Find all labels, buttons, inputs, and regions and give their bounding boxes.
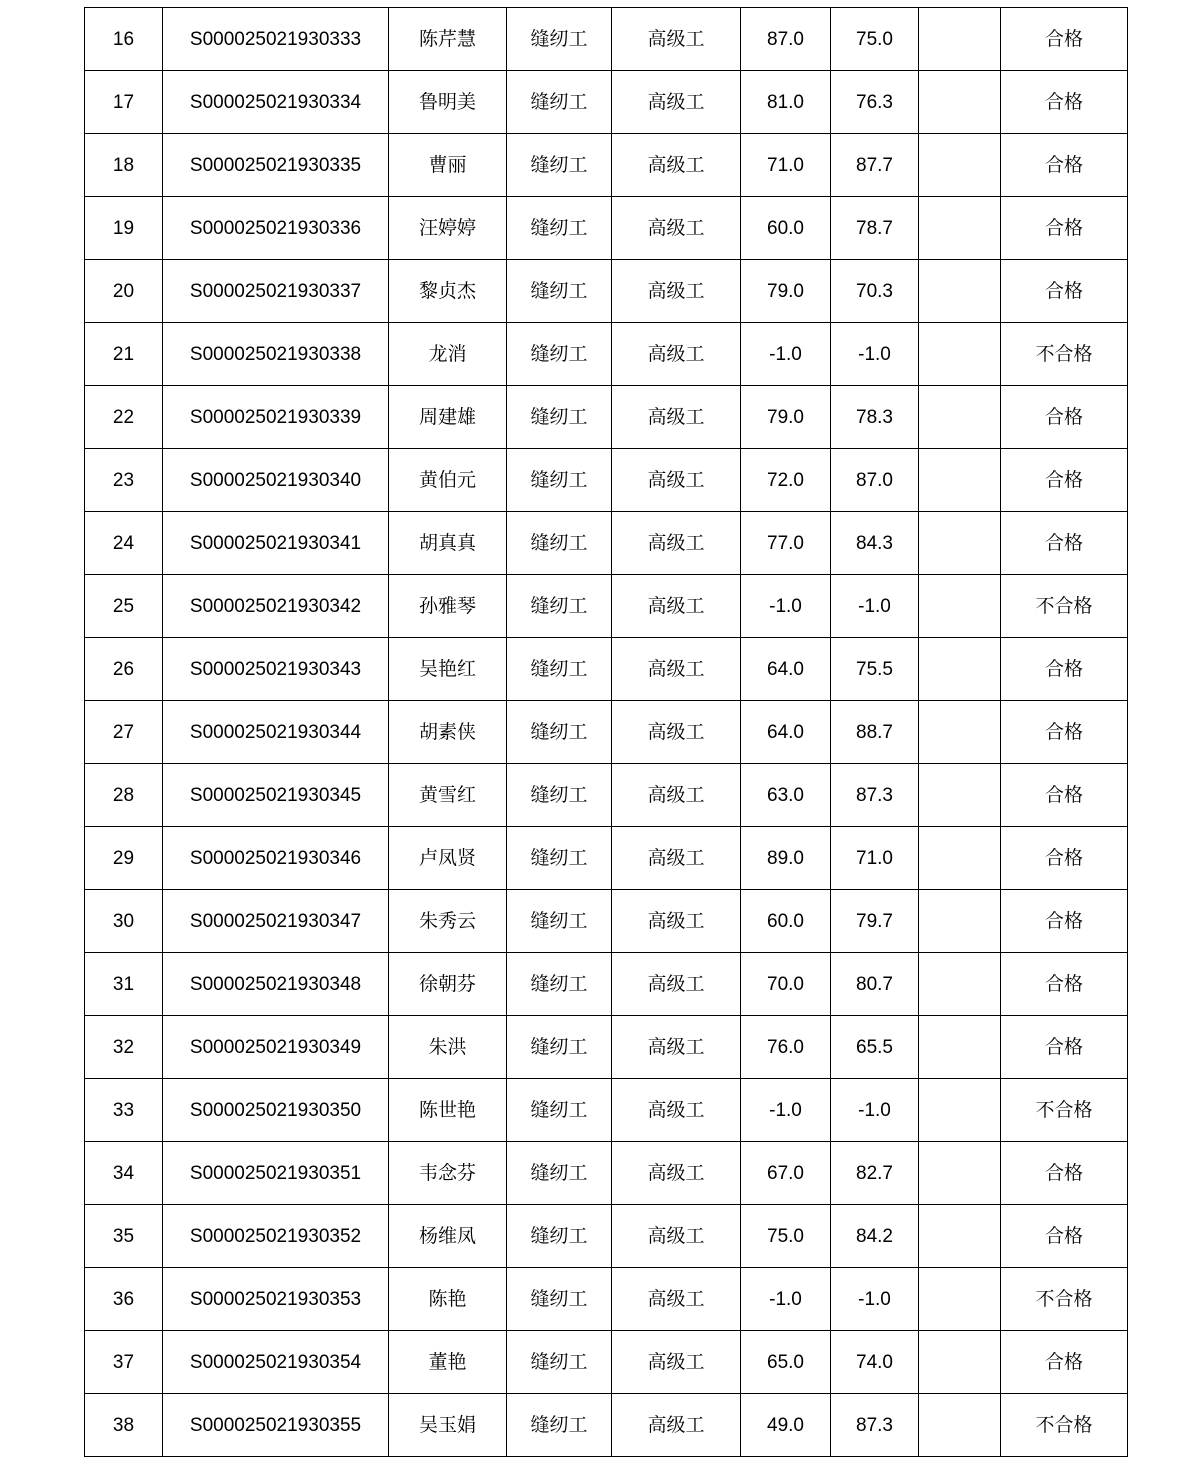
blank-score-cell <box>919 323 1001 386</box>
trade-cell: 缝纫工 <box>507 1331 612 1394</box>
result-cell: 合格 <box>1001 71 1128 134</box>
row-number-cell: 22 <box>85 386 163 449</box>
candidate-name-cell: 曹丽 <box>389 134 507 197</box>
practical-score-cell: 65.5 <box>831 1016 919 1079</box>
candidate-name-cell: 董艳 <box>389 1331 507 1394</box>
table-row <box>85 1205 1128 1268</box>
practical-score-cell: 87.0 <box>831 449 919 512</box>
trade-cell: 缝纫工 <box>507 386 612 449</box>
candidate-id-cell: S000025021930348 <box>163 953 389 1016</box>
result-cell: 合格 <box>1001 134 1128 197</box>
candidate-id-cell: S000025021930344 <box>163 701 389 764</box>
table-row <box>85 197 1128 260</box>
level-cell: 高级工 <box>612 764 741 827</box>
results-table <box>84 7 1128 1457</box>
theory-score-cell: -1.0 <box>741 1079 831 1142</box>
trade-cell: 缝纫工 <box>507 260 612 323</box>
blank-score-cell <box>919 449 1001 512</box>
candidate-name-cell: 卢凤贤 <box>389 827 507 890</box>
blank-score-cell <box>919 1016 1001 1079</box>
candidate-name-cell: 龙消 <box>389 323 507 386</box>
result-cell: 合格 <box>1001 197 1128 260</box>
practical-score-cell: 80.7 <box>831 953 919 1016</box>
blank-score-cell <box>919 701 1001 764</box>
candidate-name-cell: 胡素侠 <box>389 701 507 764</box>
trade-cell: 缝纫工 <box>507 512 612 575</box>
row-number-cell: 37 <box>85 1331 163 1394</box>
candidate-id-cell: S000025021930349 <box>163 1016 389 1079</box>
result-cell: 合格 <box>1001 1142 1128 1205</box>
row-number-cell: 27 <box>85 701 163 764</box>
trade-cell: 缝纫工 <box>507 890 612 953</box>
result-cell: 合格 <box>1001 8 1128 71</box>
table-row <box>85 1331 1128 1394</box>
level-cell: 高级工 <box>612 638 741 701</box>
candidate-name-cell: 吴艳红 <box>389 638 507 701</box>
trade-cell: 缝纫工 <box>507 575 612 638</box>
result-cell: 合格 <box>1001 512 1128 575</box>
result-cell: 合格 <box>1001 260 1128 323</box>
theory-score-cell: -1.0 <box>741 575 831 638</box>
result-cell: 合格 <box>1001 1331 1128 1394</box>
blank-score-cell <box>919 953 1001 1016</box>
blank-score-cell <box>919 575 1001 638</box>
practical-score-cell: -1.0 <box>831 1268 919 1331</box>
practical-score-cell: 82.7 <box>831 1142 919 1205</box>
theory-score-cell: -1.0 <box>741 323 831 386</box>
practical-score-cell: 70.3 <box>831 260 919 323</box>
theory-score-cell: 60.0 <box>741 197 831 260</box>
level-cell: 高级工 <box>612 197 741 260</box>
level-cell: 高级工 <box>612 386 741 449</box>
row-number-cell: 20 <box>85 260 163 323</box>
level-cell: 高级工 <box>612 71 741 134</box>
trade-cell: 缝纫工 <box>507 323 612 386</box>
theory-score-cell: 71.0 <box>741 134 831 197</box>
trade-cell: 缝纫工 <box>507 701 612 764</box>
result-cell: 合格 <box>1001 890 1128 953</box>
practical-score-cell: 76.3 <box>831 71 919 134</box>
table-row <box>85 638 1128 701</box>
blank-score-cell <box>919 8 1001 71</box>
table-row <box>85 764 1128 827</box>
practical-score-cell: -1.0 <box>831 1079 919 1142</box>
row-number-cell: 16 <box>85 8 163 71</box>
row-number-cell: 26 <box>85 638 163 701</box>
candidate-name-cell: 陈芹慧 <box>389 8 507 71</box>
candidate-id-cell: S000025021930343 <box>163 638 389 701</box>
practical-score-cell: 78.3 <box>831 386 919 449</box>
blank-score-cell <box>919 260 1001 323</box>
table-row <box>85 449 1128 512</box>
trade-cell: 缝纫工 <box>507 1142 612 1205</box>
level-cell: 高级工 <box>612 1394 741 1457</box>
result-cell: 合格 <box>1001 386 1128 449</box>
blank-score-cell <box>919 512 1001 575</box>
blank-score-cell <box>919 827 1001 890</box>
blank-score-cell <box>919 197 1001 260</box>
practical-score-cell: 87.3 <box>831 1394 919 1457</box>
practical-score-cell: -1.0 <box>831 575 919 638</box>
theory-score-cell: 81.0 <box>741 71 831 134</box>
row-number-cell: 28 <box>85 764 163 827</box>
practical-score-cell: 87.3 <box>831 764 919 827</box>
level-cell: 高级工 <box>612 1142 741 1205</box>
table-row <box>85 512 1128 575</box>
trade-cell: 缝纫工 <box>507 1079 612 1142</box>
table-row <box>85 1016 1128 1079</box>
level-cell: 高级工 <box>612 134 741 197</box>
theory-score-cell: 87.0 <box>741 8 831 71</box>
candidate-id-cell: S000025021930346 <box>163 827 389 890</box>
theory-score-cell: 75.0 <box>741 1205 831 1268</box>
candidate-id-cell: S000025021930353 <box>163 1268 389 1331</box>
row-number-cell: 17 <box>85 71 163 134</box>
result-cell: 不合格 <box>1001 1394 1128 1457</box>
candidate-name-cell: 黄雪红 <box>389 764 507 827</box>
row-number-cell: 31 <box>85 953 163 1016</box>
table-row <box>85 890 1128 953</box>
level-cell: 高级工 <box>612 575 741 638</box>
result-cell: 合格 <box>1001 1016 1128 1079</box>
blank-score-cell <box>919 764 1001 827</box>
level-cell: 高级工 <box>612 827 741 890</box>
candidate-id-cell: S000025021930354 <box>163 1331 389 1394</box>
blank-score-cell <box>919 386 1001 449</box>
candidate-id-cell: S000025021930345 <box>163 764 389 827</box>
trade-cell: 缝纫工 <box>507 134 612 197</box>
result-cell: 不合格 <box>1001 323 1128 386</box>
candidate-id-cell: S000025021930355 <box>163 1394 389 1457</box>
theory-score-cell: 60.0 <box>741 890 831 953</box>
table-row <box>85 134 1128 197</box>
table-row <box>85 827 1128 890</box>
theory-score-cell: 67.0 <box>741 1142 831 1205</box>
theory-score-cell: -1.0 <box>741 1268 831 1331</box>
blank-score-cell <box>919 638 1001 701</box>
row-number-cell: 34 <box>85 1142 163 1205</box>
theory-score-cell: 72.0 <box>741 449 831 512</box>
table-row <box>85 1394 1128 1457</box>
trade-cell: 缝纫工 <box>507 953 612 1016</box>
practical-score-cell: 88.7 <box>831 701 919 764</box>
theory-score-cell: 77.0 <box>741 512 831 575</box>
candidate-id-cell: S000025021930347 <box>163 890 389 953</box>
level-cell: 高级工 <box>612 8 741 71</box>
practical-score-cell: 84.2 <box>831 1205 919 1268</box>
trade-cell: 缝纫工 <box>507 71 612 134</box>
table-row <box>85 260 1128 323</box>
candidate-id-cell: S000025021930338 <box>163 323 389 386</box>
trade-cell: 缝纫工 <box>507 1394 612 1457</box>
row-number-cell: 38 <box>85 1394 163 1457</box>
candidate-id-cell: S000025021930340 <box>163 449 389 512</box>
candidate-name-cell: 周建雄 <box>389 386 507 449</box>
candidate-name-cell: 胡真真 <box>389 512 507 575</box>
candidate-name-cell: 陈艳 <box>389 1268 507 1331</box>
row-number-cell: 36 <box>85 1268 163 1331</box>
level-cell: 高级工 <box>612 1205 741 1268</box>
theory-score-cell: 65.0 <box>741 1331 831 1394</box>
candidate-id-cell: S000025021930336 <box>163 197 389 260</box>
level-cell: 高级工 <box>612 1268 741 1331</box>
level-cell: 高级工 <box>612 323 741 386</box>
trade-cell: 缝纫工 <box>507 638 612 701</box>
candidate-name-cell: 陈世艳 <box>389 1079 507 1142</box>
theory-score-cell: 70.0 <box>741 953 831 1016</box>
table-row <box>85 71 1128 134</box>
row-number-cell: 32 <box>85 1016 163 1079</box>
practical-score-cell: 74.0 <box>831 1331 919 1394</box>
result-cell: 合格 <box>1001 638 1128 701</box>
row-number-cell: 23 <box>85 449 163 512</box>
table-row <box>85 1142 1128 1205</box>
result-cell: 不合格 <box>1001 1079 1128 1142</box>
blank-score-cell <box>919 1142 1001 1205</box>
trade-cell: 缝纫工 <box>507 1268 612 1331</box>
row-number-cell: 18 <box>85 134 163 197</box>
blank-score-cell <box>919 1205 1001 1268</box>
candidate-id-cell: S000025021930333 <box>163 8 389 71</box>
theory-score-cell: 63.0 <box>741 764 831 827</box>
practical-score-cell: -1.0 <box>831 323 919 386</box>
result-cell: 合格 <box>1001 1205 1128 1268</box>
theory-score-cell: 64.0 <box>741 701 831 764</box>
level-cell: 高级工 <box>612 1079 741 1142</box>
theory-score-cell: 64.0 <box>741 638 831 701</box>
trade-cell: 缝纫工 <box>507 197 612 260</box>
candidate-name-cell: 徐朝芬 <box>389 953 507 1016</box>
table-row <box>85 1079 1128 1142</box>
result-cell: 合格 <box>1001 953 1128 1016</box>
blank-score-cell <box>919 890 1001 953</box>
table-row <box>85 386 1128 449</box>
candidate-name-cell: 韦念芬 <box>389 1142 507 1205</box>
trade-cell: 缝纫工 <box>507 827 612 890</box>
row-number-cell: 25 <box>85 575 163 638</box>
theory-score-cell: 79.0 <box>741 260 831 323</box>
result-cell: 合格 <box>1001 701 1128 764</box>
row-number-cell: 33 <box>85 1079 163 1142</box>
candidate-name-cell: 吴玉娟 <box>389 1394 507 1457</box>
table-row <box>85 8 1128 71</box>
table-row <box>85 1268 1128 1331</box>
blank-score-cell <box>919 1331 1001 1394</box>
row-number-cell: 21 <box>85 323 163 386</box>
candidate-id-cell: S000025021930351 <box>163 1142 389 1205</box>
level-cell: 高级工 <box>612 1016 741 1079</box>
level-cell: 高级工 <box>612 953 741 1016</box>
trade-cell: 缝纫工 <box>507 8 612 71</box>
row-number-cell: 29 <box>85 827 163 890</box>
blank-score-cell <box>919 1268 1001 1331</box>
theory-score-cell: 89.0 <box>741 827 831 890</box>
theory-score-cell: 79.0 <box>741 386 831 449</box>
practical-score-cell: 87.7 <box>831 134 919 197</box>
candidate-id-cell: S000025021930341 <box>163 512 389 575</box>
candidate-name-cell: 杨维凤 <box>389 1205 507 1268</box>
practical-score-cell: 79.7 <box>831 890 919 953</box>
row-number-cell: 24 <box>85 512 163 575</box>
candidate-name-cell: 汪婷婷 <box>389 197 507 260</box>
table-row <box>85 701 1128 764</box>
level-cell: 高级工 <box>612 701 741 764</box>
theory-score-cell: 49.0 <box>741 1394 831 1457</box>
candidate-id-cell: S000025021930342 <box>163 575 389 638</box>
results-table-body <box>85 8 1128 1457</box>
level-cell: 高级工 <box>612 512 741 575</box>
trade-cell: 缝纫工 <box>507 764 612 827</box>
candidate-name-cell: 朱秀云 <box>389 890 507 953</box>
candidate-name-cell: 黎贞杰 <box>389 260 507 323</box>
blank-score-cell <box>919 1079 1001 1142</box>
level-cell: 高级工 <box>612 260 741 323</box>
candidate-id-cell: S000025021930352 <box>163 1205 389 1268</box>
trade-cell: 缝纫工 <box>507 1205 612 1268</box>
result-cell: 合格 <box>1001 764 1128 827</box>
trade-cell: 缝纫工 <box>507 1016 612 1079</box>
trade-cell: 缝纫工 <box>507 449 612 512</box>
table-row <box>85 323 1128 386</box>
blank-score-cell <box>919 134 1001 197</box>
result-cell: 合格 <box>1001 827 1128 890</box>
practical-score-cell: 84.3 <box>831 512 919 575</box>
result-cell: 不合格 <box>1001 575 1128 638</box>
candidate-id-cell: S000025021930339 <box>163 386 389 449</box>
candidate-name-cell: 黄伯元 <box>389 449 507 512</box>
candidate-id-cell: S000025021930335 <box>163 134 389 197</box>
candidate-name-cell: 朱洪 <box>389 1016 507 1079</box>
candidate-name-cell: 鲁明美 <box>389 71 507 134</box>
row-number-cell: 35 <box>85 1205 163 1268</box>
candidate-id-cell: S000025021930334 <box>163 71 389 134</box>
row-number-cell: 19 <box>85 197 163 260</box>
table-row <box>85 575 1128 638</box>
candidate-id-cell: S000025021930337 <box>163 260 389 323</box>
result-cell: 不合格 <box>1001 1268 1128 1331</box>
practical-score-cell: 71.0 <box>831 827 919 890</box>
practical-score-cell: 78.7 <box>831 197 919 260</box>
candidate-name-cell: 孙雅琴 <box>389 575 507 638</box>
practical-score-cell: 75.5 <box>831 638 919 701</box>
blank-score-cell <box>919 1394 1001 1457</box>
level-cell: 高级工 <box>612 890 741 953</box>
theory-score-cell: 76.0 <box>741 1016 831 1079</box>
result-cell: 合格 <box>1001 449 1128 512</box>
practical-score-cell: 75.0 <box>831 8 919 71</box>
row-number-cell: 30 <box>85 890 163 953</box>
blank-score-cell <box>919 71 1001 134</box>
candidate-id-cell: S000025021930350 <box>163 1079 389 1142</box>
level-cell: 高级工 <box>612 1331 741 1394</box>
table-row <box>85 953 1128 1016</box>
level-cell: 高级工 <box>612 449 741 512</box>
